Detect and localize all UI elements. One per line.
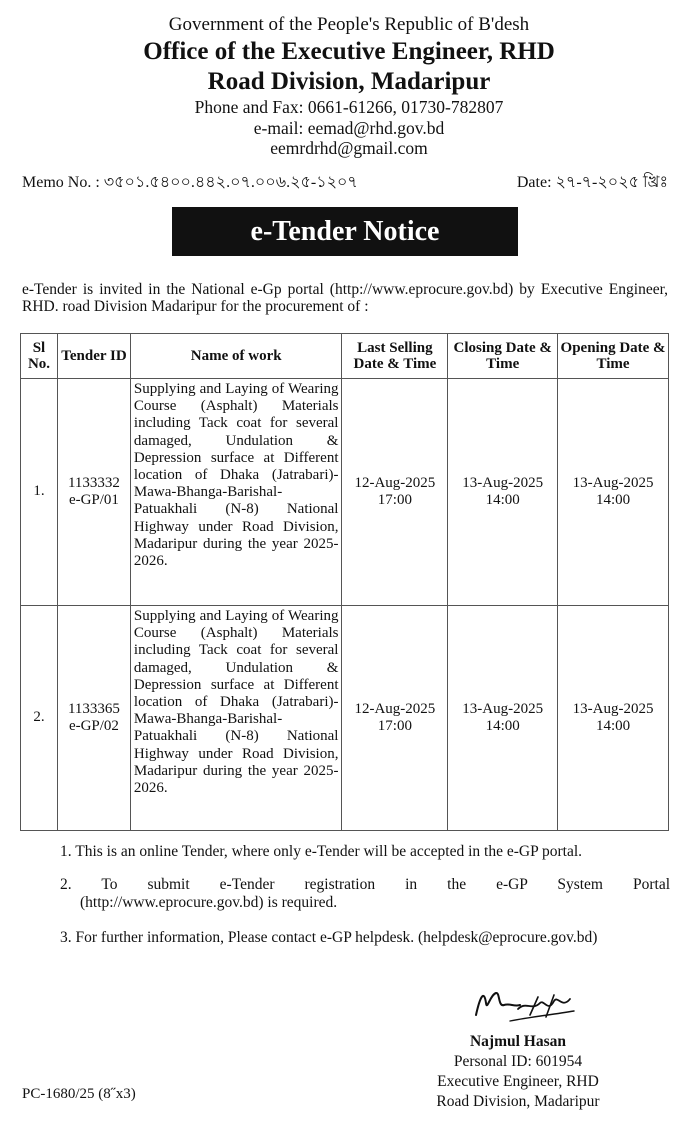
row-last-selling xyxy=(342,379,448,606)
table-row xyxy=(21,606,669,831)
last-selling-date: 12-Aug-2025 xyxy=(354,700,436,717)
tender-table xyxy=(20,333,669,831)
closing-date: 13-Aug-2025 xyxy=(462,474,544,491)
row-opening xyxy=(558,606,669,831)
signatory-name: Najmul Hasan xyxy=(469,1033,567,1050)
division-title: Road Division, Madaripur xyxy=(207,68,491,95)
closing-date: 13-Aug-2025 xyxy=(462,700,544,717)
handwritten-signature xyxy=(470,985,580,1033)
header-opening: Opening Date & Time xyxy=(558,334,669,379)
signatory-office: Road Division, Madaripur xyxy=(436,1093,600,1110)
note-1: 1. This is an online Tender, where only e-Tender will be accepted in the e-GP portal. xyxy=(60,843,583,860)
tender-id-ref: e-GP/02 xyxy=(68,718,119,734)
tender-id-number: 1133365 xyxy=(67,700,120,717)
last-selling-time: 17:00 xyxy=(377,492,412,508)
row-closing xyxy=(448,606,558,831)
opening-date: 13-Aug-2025 xyxy=(572,474,654,491)
opening-date: 13-Aug-2025 xyxy=(572,700,654,717)
row-work: Supplying and Laying of Wearing Course (Asphalt) Materials including Tack coat for several damaged, Undulation & Depression surface at Different location of Dhaka (Jatrabari)-Mawa-Bhanga-Barishal-Patuakhali (N-8) National Highway under Road Division, Madaripur during the year 2025-2026. xyxy=(130,606,342,831)
tender-id-number: 1133332 xyxy=(67,474,120,491)
row-work: Supplying and Laying of Wearing Course (Asphalt) Materials including Tack coat for several damaged, Undulation & Depression surface at Different location of Dhaka (Jatrabari)-Mawa-Bhanga-Barishal-Patuakhali (N-8) National Highway under Road Division, Madaripur during the year 2025-2026. xyxy=(130,379,342,606)
email-primary: e-mail: eemad@rhd.gov.bd xyxy=(253,118,445,138)
note-2-continued: (http://www.eprocure.gov.bd) is required. xyxy=(80,894,338,911)
header-tender-id: Tender ID xyxy=(57,334,130,379)
row-opening xyxy=(558,379,669,606)
header-work: Name of work xyxy=(130,334,342,379)
row-last-selling xyxy=(342,606,448,831)
opening-time: 14:00 xyxy=(595,492,631,508)
header-last-selling: Last Selling Date & Time xyxy=(342,334,448,379)
notice-title-banner: e-Tender Notice xyxy=(172,207,518,256)
row-tender-id xyxy=(57,379,130,606)
row-sl: 2. xyxy=(21,606,58,831)
row-closing xyxy=(448,379,558,606)
memo-number: Memo No. : ৩৫০১.৫৪০০.৪৪২.০৭.০০৬.২৫-১২০৭ xyxy=(22,174,358,191)
tender-id-ref: e-GP/01 xyxy=(68,492,119,508)
opening-time: 14:00 xyxy=(595,718,631,734)
signatory-id: Personal ID: 601954 xyxy=(453,1053,583,1070)
closing-time: 14:00 xyxy=(485,492,520,508)
phone-fax: Phone and Fax: 0661-61266, 01730-782807 xyxy=(194,97,504,117)
note-3: 3. For further information, Please contact e-GP helpdesk. (helpdesk@eprocure.gov.bd) xyxy=(60,929,598,946)
table-header-row xyxy=(21,334,669,379)
government-header: Government of the People's Republic of B'desh xyxy=(168,14,530,35)
last-selling-date: 12-Aug-2025 xyxy=(354,474,436,491)
intro-paragraph: e-Tender is invited in the National e-Gp portal (http://www.eprocure.gov.bd) by Executive Engineer, RHD. road Division Madaripur for the procurement of : xyxy=(22,281,668,315)
last-selling-time: 17:00 xyxy=(377,718,412,734)
email-secondary: eemrdrhd@gmail.com xyxy=(270,138,428,158)
publication-code: PC-1680/25 (8˝x3) xyxy=(22,1086,136,1102)
header-closing: Closing Date & Time xyxy=(448,334,558,379)
memo-date: Date: ২৭-৭-২০২৫ খ্রিঃ xyxy=(516,174,668,191)
note-2: 2. To submit e-Tender registration in the e-GP System Portal xyxy=(60,876,670,893)
row-sl: 1. xyxy=(21,379,58,606)
closing-time: 14:00 xyxy=(485,718,520,734)
office-title: Office of the Executive Engineer, RHD xyxy=(143,38,555,65)
signatory-designation: Executive Engineer, RHD xyxy=(437,1073,599,1090)
header-sl: Sl No. xyxy=(21,334,58,379)
table-row xyxy=(21,379,669,606)
row-tender-id xyxy=(57,606,130,831)
